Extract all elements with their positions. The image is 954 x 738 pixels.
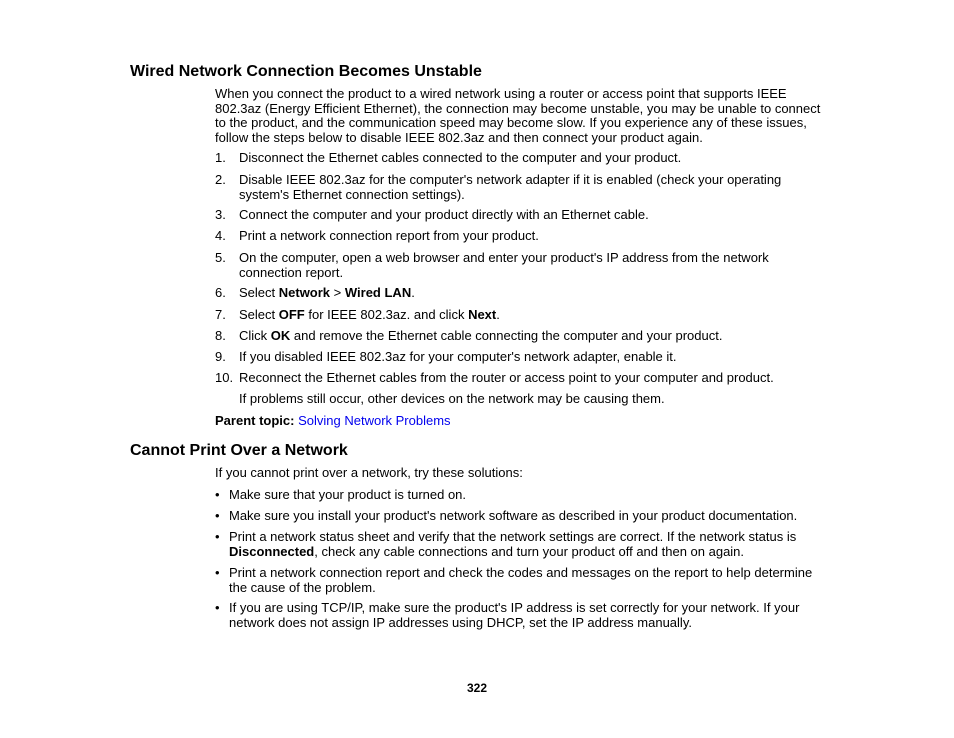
list-item <box>215 530 820 559</box>
step-number: 1. <box>215 150 226 165</box>
bullet-text: Make sure that your product is turned on. <box>229 487 467 502</box>
list-item <box>215 173 815 202</box>
list-item <box>215 208 815 223</box>
page-number: 322 <box>466 681 488 695</box>
step-text: Print a network connection report from your product. <box>239 228 539 243</box>
list-item <box>215 229 815 244</box>
option-off: OFF <box>278 307 305 322</box>
parent-topic <box>215 414 825 429</box>
list-item <box>215 350 815 365</box>
list-item <box>215 308 815 323</box>
step-number: 8. <box>215 328 226 343</box>
bullet-icon: • <box>215 600 220 615</box>
list-item <box>215 566 820 595</box>
bullet-icon: • <box>215 565 220 580</box>
step-text: Reconnect the Ethernet cables from the router or access point to your computer and product. <box>239 370 774 385</box>
list-item <box>215 251 815 280</box>
step-text: Select Network > Wired LAN. <box>239 285 415 300</box>
step-number: 10. <box>215 370 234 385</box>
step-number: 9. <box>215 349 226 364</box>
step-number: 7. <box>215 307 226 322</box>
menu-name-network: Network <box>278 285 331 300</box>
list-item <box>215 509 820 524</box>
menu-name-wired-lan: Wired LAN <box>344 285 412 300</box>
step-text: On the computer, open a web browser and enter your product's IP address from the network connection report. <box>239 250 769 280</box>
parent-topic-link[interactable]: Solving Network Problems <box>298 413 451 428</box>
step-number: 6. <box>215 285 226 300</box>
status-disconnected: Disconnected <box>229 543 315 559</box>
step-number: 3. <box>215 207 226 222</box>
section-intro-wired: When you connect the product to a wired network using a router or access point that supports IEEE 802.3az (Energy Efficient Ethernet), the connection may become unstable, you may be unable to connect to the product, and the communication speed may become slow. If you experience any of these issues, follow the steps below to disable IEEE 802.3az and then connect your product again. <box>215 86 821 145</box>
step-text: Connect the computer and your product directly with an Ethernet cable. <box>239 207 649 222</box>
list-item <box>215 286 815 301</box>
bullet-text: Print a network status sheet and verify that the network settings are correct. If the network status is Disconnected, check any cable connections and turn your product off and then on again. <box>229 529 797 559</box>
list-item <box>215 601 820 630</box>
bullet-icon: • <box>215 529 220 544</box>
step-number: 2. <box>215 172 226 187</box>
button-name-ok: OK <box>270 328 291 343</box>
section-heading-wired-unstable: Wired Network Connection Becomes Unstable <box>130 63 482 80</box>
button-name-next: Next <box>468 307 497 322</box>
bullet-icon: • <box>215 487 220 502</box>
step-number: 5. <box>215 250 226 265</box>
section-heading-cannot-print: Cannot Print Over a Network <box>130 442 348 459</box>
followup-note: If problems still occur, other devices on the network may be causing them. <box>239 391 665 406</box>
list-item <box>215 329 815 344</box>
step-text: Click OK and remove the Ethernet cable connecting the computer and your product. <box>239 328 723 343</box>
parent-topic-label: Parent topic: <box>215 413 295 428</box>
bullet-text: Make sure you install your product's network software as described in your product documentation. <box>229 508 798 523</box>
step-text: Select OFF for IEEE 802.3az. and click Next. <box>239 307 500 322</box>
step-text: If you disabled IEEE 802.3az for your computer's network adapter, enable it. <box>239 349 677 364</box>
list-item <box>215 151 815 166</box>
section-intro-cannot-print: If you cannot print over a network, try these solutions: <box>215 465 523 480</box>
bullet-icon: • <box>215 508 220 523</box>
list-item <box>215 488 820 503</box>
bullet-text: Print a network connection report and check the codes and messages on the report to help determine the cause of the problem. <box>229 565 813 595</box>
step-text: Disable IEEE 802.3az for the computer's network adapter if it is enabled (check your operating system's Ethernet connection settings). <box>239 172 782 202</box>
step-number: 4. <box>215 228 226 243</box>
step-text: Disconnect the Ethernet cables connected to the computer and your product. <box>239 150 682 165</box>
bullet-text: If you are using TCP/IP, make sure the product's IP address is set correctly for your network. If your network does not assign IP addresses using DHCP, set the IP address manually. <box>229 600 800 630</box>
list-item <box>215 371 815 386</box>
